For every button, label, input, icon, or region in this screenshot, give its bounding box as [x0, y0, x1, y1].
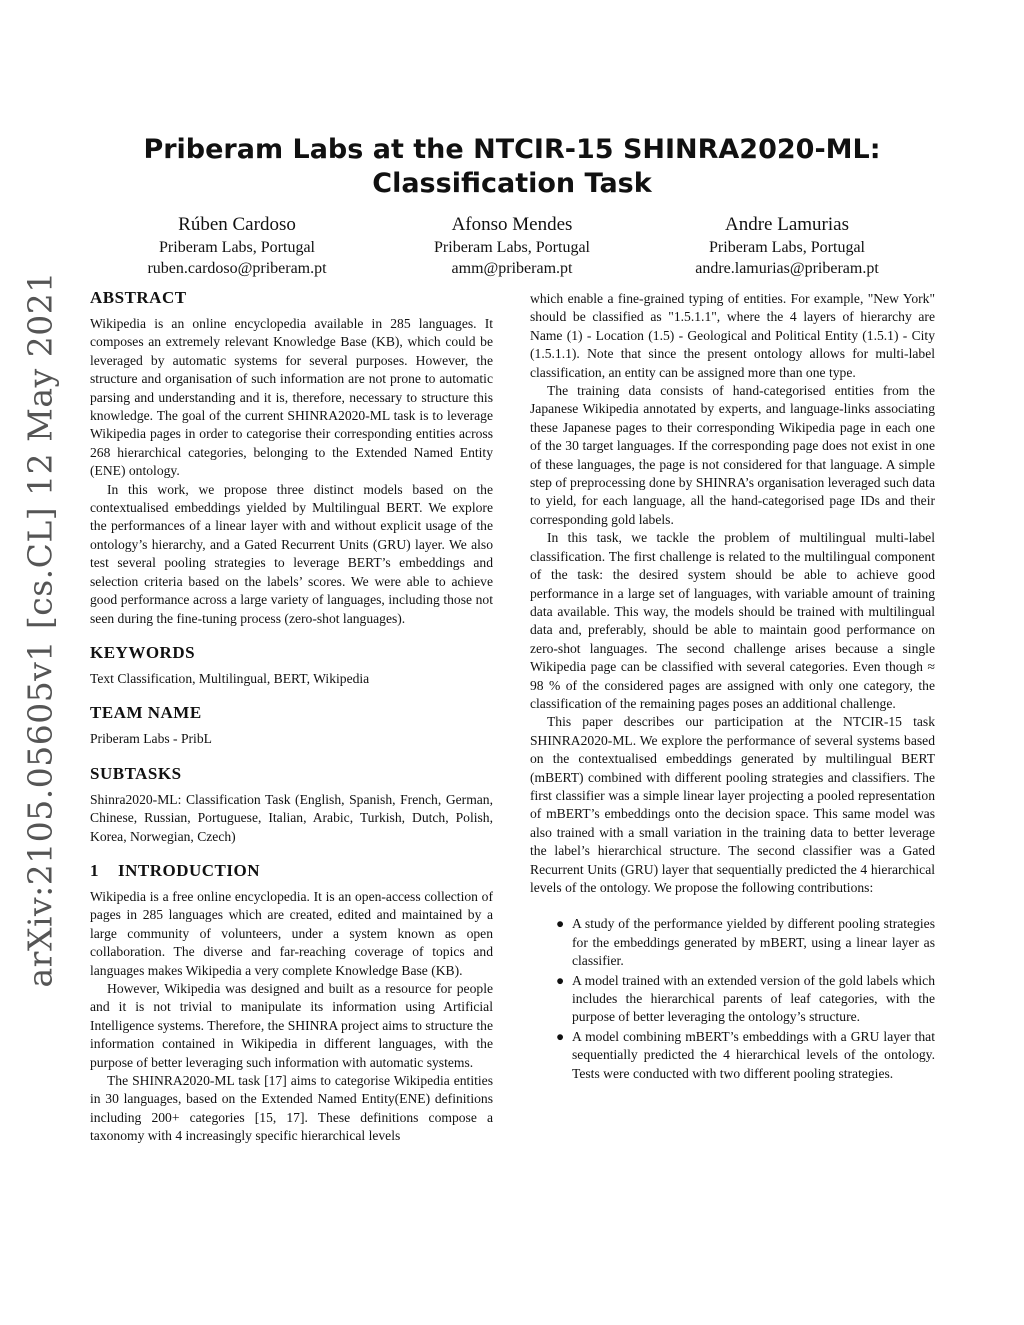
section-title: INTRODUCTION: [118, 860, 261, 880]
abstract-heading: ABSTRACT: [90, 288, 187, 307]
bullet-icon: ●: [556, 972, 565, 988]
team-name-text: Priberam Labs - PribL: [90, 731, 212, 747]
author-affiliation: Priberam Labs, Portugal: [709, 239, 865, 256]
author-email: ruben.cardoso@priberam.pt: [147, 260, 327, 277]
abstract-paragraph: Wikipedia is an online encyclopedia available in 285 languages. It composes an extremely relevant Knowledge Base (KB), which could be leveraged by automatic systems for several purposes. However, the structure and organisation of such information are not prone to automatic parsing and understanding and it is, therefore, necessary to structure this knowledge. The goal of the current SHINRA2020-ML task is to leverage Wikipedia pages in order to categorise their corresponding entities across 268 hierarchical categories, belonging to the Extended Named Entity (ENE) ontology.: [90, 316, 493, 479]
contributions-list: [530, 915, 935, 1083]
left-column: [90, 287, 493, 1146]
subtasks-heading: SUBTASKS: [90, 763, 182, 783]
intro-paragraph: This paper describes our participation at the NTCIR-15 task SHINRA2020-ML. We explore the performance of several systems based on the contextualised embeddings generated by multilingual BERT (mBERT) combined with different pooling strategies and classifiers. The first classifier was a simple linear layer projecting a pooled representation of mBERT’s embeddings onto the decision space. This same model was also trained with a small variation in the training data to better leverage the label’s hierarchical structure. The second classifier was a Gated Recurrent Units (GRU) layer that sequentially predicted the 4 hierarchical levels of the ontology. We propose the following contributions:: [530, 714, 935, 895]
author-email: amm@priberam.pt: [451, 260, 573, 277]
section-number: 1: [90, 860, 99, 880]
author-affiliation: Priberam Labs, Portugal: [434, 239, 590, 256]
keywords-text: Text Classification, Multilingual, BERT, Wikipedia: [90, 670, 370, 686]
intro-paragraph: However, Wikipedia was designed and built as a resource for people and it is not trivial to manipulate its information using Artificial Intelligence systems. Therefore, the SHINRA project aims to structure the information contained in Wikipedia in different languages, with the purpose of better leveraging such information with automatic systems.: [90, 980, 493, 1070]
team-name-heading: TEAM NAME: [90, 703, 202, 723]
author-email: andre.lamurias@priberam.pt: [695, 260, 879, 277]
bullet-icon: ●: [556, 916, 565, 932]
subtasks-text: Shinra2020-ML: Classification Task (English, Spanish, French, German, Chinese, Russian, Portuguese, Italian, Arabic, Turkish, Dutch, Polish, Korea, Norwegian, Czech): [90, 791, 493, 844]
keywords-heading: KEYWORDS: [90, 642, 196, 662]
list-item: ● A model combining mBERT’s embeddings with a GRU layer that sequentially predicted the 4 hierarchical levels of the ontology. Tests were conducted with two different pooling strategies.: [556, 1028, 935, 1081]
introduction-heading: [90, 860, 493, 882]
intro-paragraph: The SHINRA2020-ML task [17] aims to categorise Wikipedia entities in 30 languages, based on the Extended Named Entity(ENE) definitions including 200+ categories [15, 17]. These definitions compose a taxonomy with 4 increasingly specific hierarchical levels: [90, 1073, 493, 1144]
abstract-paragraph: In this work, we propose three distinct models based on the contextualised embeddings yielded by Multilingual BERT. We explore the performances of a linear layer with and without explicit usage of the ontology’s hierarchy, and a Gated Recurrent Units (GRU) layer. We also test several pooling strategies to leverage BERT’s embeddings and selection criteria based on the labels’ scores. We were able to achieve good performance across a large variety of languages, including those not seen during the fine-tuning process (zero-shot languages).: [90, 481, 493, 626]
intro-paragraph: which enable a fine-grained typing of entities. For example, "New York" should be classified as "1.5.1.1", where the 4 layers of hierarchy are Name (1) - Location (1.5) - Geological and Political Entity (1.5.1) - City (1.5.1.1). Note that since the present ontology allows for multi-label classification, an entity can be assigned more than one type.: [530, 291, 935, 380]
bullet-icon: ●: [556, 1028, 565, 1044]
list-item: ● A model trained with an extended version of the gold labels which includes the hierarchical parents of leaf categories, with the purpose of better leveraging the ontology’s structure.: [556, 972, 935, 1025]
arxiv-stamp: arXiv:2105.05605v1 [cs.CL] 12 May 2021: [20, 271, 60, 988]
author-name: Rúben Cardoso: [178, 214, 296, 235]
author-name: Andre Lamurias: [725, 214, 849, 235]
paper-title: Priberam Labs at the NTCIR-15 SHINRA2020-ML: Classification Task: [143, 134, 881, 199]
intro-paragraph: Wikipedia is a free online encyclopedia. It is an open-access collection of pages in 285 languages which are created, edited and maintained by a large community of volunteers, under a system known as open collaboration. The diverse and far-reaching coverage of topics and languages makes Wikipedia a very complete Knowledge Base (KB).: [90, 888, 493, 978]
intro-paragraph: In this task, we tackle the problem of multilingual multi-label classification. The first challenge is related to the multilingual component of the task: the desired system should be able to achieve good performance in a large set of languages, with variable amount of training data available. This way, the models should be trained with multilingual data and, preferably, should be able to maintain good performance on zero-shot languages. The second challenge arises because a single Wikipedia page can be classified with several categories. Even though ≈ 98 % of the considered pages are assigned with only one category, the classification of the remaining pages poses an additional challenge.: [530, 530, 935, 711]
author-block: [87, 213, 387, 279]
author-affiliation: Priberam Labs, Portugal: [159, 239, 315, 256]
author-block: [637, 213, 937, 279]
right-column: [530, 290, 935, 1084]
list-item: ● A study of the performance yielded by different pooling strategies for the embeddings generated by mBERT, using a linear layer as classifier.: [556, 916, 935, 969]
author-block: [362, 213, 662, 279]
author-name: Afonso Mendes: [451, 214, 573, 235]
intro-paragraph: The training data consists of hand-categorised entities from the Japanese Wikipedia annotated by experts, and language-links associating these Japanese pages to their corresponding Wikipedia page in each one of the 30 target languages. If the corresponding page does not exist in one of these languages, the page is not considered for that language. A simple step of preprocessing done by SHINRA’s organisation leveraged such data to yield, for each language, all the hand-categorised page IDs and their corresponding gold labels.: [530, 383, 935, 527]
